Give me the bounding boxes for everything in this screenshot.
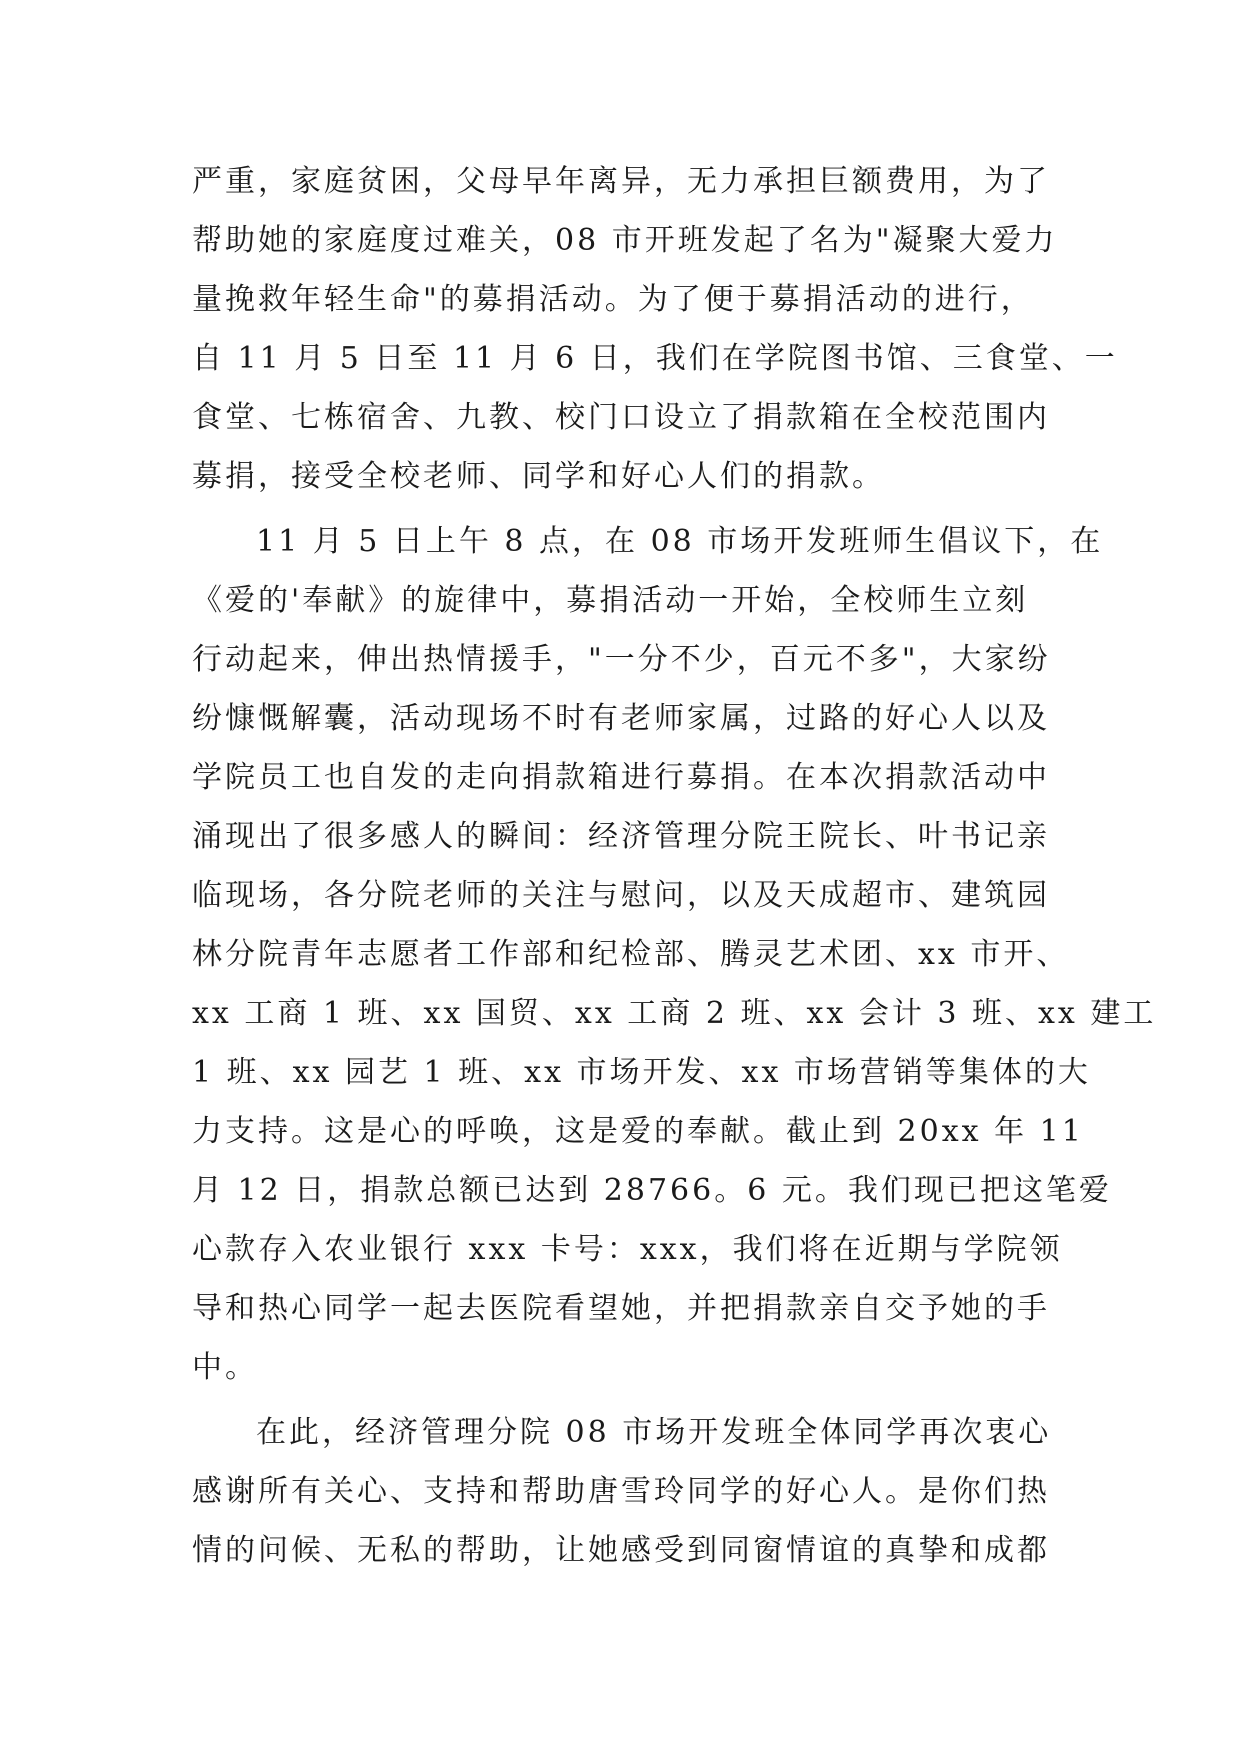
text-line: 力支持。这是心的呼唤，这是爱的奉献。截止到 20xx 年 11 — [192, 1114, 1084, 1149]
text-line: 《爱的'奉献》的旋律中，募捐活动一开始，全校师生立刻 — [192, 583, 1029, 618]
paragraph-1 — [192, 152, 1118, 506]
text-line: 11 月 5 日上午 8 点，在 08 市场开发班师生倡议下，在 — [256, 524, 1104, 559]
text-line: 情的问候、无私的帮助，让她感受到同窗情谊的真挚和成都 — [192, 1533, 1050, 1568]
text-line: 严重，家庭贫困，父母早年离异，无力承担巨额费用，为了 — [192, 164, 1050, 199]
text-line: 量挽救年轻生命"的募捐活动。为了便于募捐活动的进行， — [192, 282, 1034, 317]
text-line: 1 班、xx 园艺 1 班、xx 市场开发、xx 市场营销等集体的大 — [192, 1055, 1091, 1090]
text-line: 帮助她的家庭度过难关，08 市开班发起了名为"凝聚大爱力 — [192, 223, 1058, 258]
text-line: 林分院青年志愿者工作部和纪检部、腾灵艺术团、xx 市开、 — [192, 937, 1070, 972]
paragraph-2 — [192, 512, 1157, 1397]
text-line: 中。 — [192, 1350, 258, 1385]
text-line: xx 工商 1 班、xx 国贸、xx 工商 2 班、xx 会计 3 班、xx 建工 — [192, 996, 1157, 1031]
text-line: 纷慷慨解囊，活动现场不时有老师家属，过路的好心人以及 — [192, 701, 1050, 736]
text-line: 学院员工也自发的走向捐款箱进行募捐。在本次捐款活动中 — [192, 760, 1050, 795]
text-line: 月 12 日，捐款总额已达到 28766。6 元。我们现已把这笔爱 — [192, 1173, 1112, 1208]
text-line: 临现场，各分院老师的关注与慰问，以及天成超市、建筑园 — [192, 878, 1050, 913]
text-line: 募捐，接受全校老师、同学和好心人们的捐款。 — [192, 459, 885, 494]
text-line: 在此，经济管理分院 08 市场开发班全体同学再次衷心 — [256, 1415, 1052, 1450]
document-body — [192, 152, 1157, 1580]
text-line: 行动起来，伸出热情援手，"一分不少，百元不多"，大家纷 — [192, 642, 1051, 677]
text-line: 食堂、七栋宿舍、九教、校门口设立了捐款箱在全校范围内 — [192, 400, 1050, 435]
text-line: 导和热心同学一起去医院看望她，并把捐款亲自交予她的手 — [192, 1291, 1050, 1326]
text-line: 心款存入农业银行 xxx 卡号：xxx，我们将在近期与学院领 — [192, 1232, 1063, 1267]
text-line: 感谢所有关心、支持和帮助唐雪玲同学的好心人。是你们热 — [192, 1474, 1050, 1509]
text-line: 涌现出了很多感人的瞬间：经济管理分院王院长、叶书记亲 — [192, 819, 1050, 854]
paragraph-3 — [192, 1403, 1072, 1580]
text-line: 自 11 月 5 日至 11 月 6 日，我们在学院图书馆、三食堂、一 — [192, 341, 1118, 376]
